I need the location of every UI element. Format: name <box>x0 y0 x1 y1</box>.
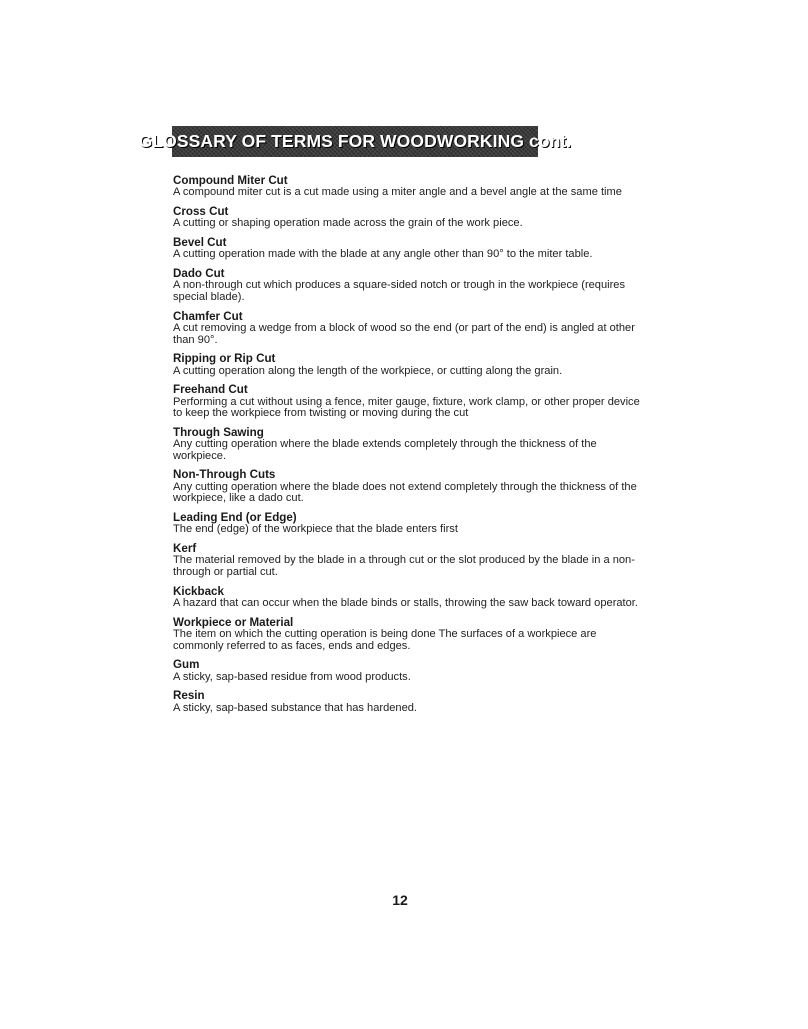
glossary-term: Workpiece or Material <box>173 615 294 629</box>
glossary-term: Resin <box>173 689 205 703</box>
glossary-definition: Performing a cut without using a fence, miter gauge, fixture, work clamp, or other proper device to keep the workpiece from twisting or moving during the cut <box>173 395 640 420</box>
glossary-definition: A sticky, sap-based residue from wood products. <box>173 670 411 683</box>
glossary-entry <box>173 311 648 347</box>
glossary-definition: The end (edge) of the workpiece that the blade enters first <box>173 523 458 536</box>
glossary-entry <box>173 384 648 420</box>
glossary-definition: A compound miter cut is a cut made using a miter angle and a bevel angle at the same time <box>173 186 622 199</box>
glossary-definition: A hazard that can occur when the blade binds or stalls, throwing the saw back toward operator. <box>173 596 638 609</box>
glossary-entry <box>173 237 648 261</box>
glossary-term: Compound Miter Cut <box>173 174 288 187</box>
section-header-banner <box>138 126 572 157</box>
glossary-definition: A cutting or shaping operation made across the grain of the work piece. <box>173 217 523 230</box>
glossary-entry <box>173 268 648 304</box>
section-title: GLOSSARY OF TERMS FOR WOODWORKING cont. <box>138 131 572 151</box>
glossary-definition: A cutting operation made with the blade at any angle other than 90° to the miter table. <box>173 248 593 261</box>
glossary-term: Dado Cut <box>173 267 225 280</box>
glossary-term: Through Sawing <box>173 425 264 439</box>
glossary-entry <box>173 617 648 653</box>
glossary-term: Ripping or Rip Cut <box>173 352 276 366</box>
glossary-list <box>173 175 648 721</box>
glossary-definition: Any cutting operation where the blade extends completely through the thickness of the workpiece. <box>173 438 597 462</box>
glossary-entry <box>173 353 648 377</box>
glossary-term: Non-Through Cuts <box>173 468 276 482</box>
glossary-term: Leading End (or Edge) <box>173 510 297 524</box>
glossary-entry <box>173 543 648 579</box>
glossary-term: Kickback <box>173 584 224 598</box>
glossary-definition: A cut removing a wedge from a block of wood so the end (or part of the end) is angled at other than 90°. <box>173 322 635 346</box>
glossary-entry <box>173 175 648 199</box>
glossary-entry <box>173 586 648 610</box>
glossary-entry <box>173 690 648 714</box>
glossary-term: Chamfer Cut <box>173 309 243 323</box>
glossary-definition: A non-through cut which produces a square-sided notch or trough in the workpiece (requires special blade). <box>173 279 626 303</box>
glossary-term: Gum <box>173 658 200 672</box>
glossary-entry <box>173 512 648 536</box>
glossary-term: Freehand Cut <box>173 383 248 397</box>
glossary-definition: A cutting operation along the length of the workpiece, or cutting along the grain. <box>173 364 563 377</box>
glossary-definition: The item on which the cutting operation is being done The surfaces of a workpiece are commonly referred to as faces, ends and edges. <box>173 627 597 652</box>
glossary-entry <box>173 659 648 683</box>
glossary-term: Cross Cut <box>173 205 229 218</box>
glossary-definition: The material removed by the blade in a through cut or the slot produced by the blade in a non-through or partial cut. <box>173 554 635 578</box>
glossary-entry <box>173 469 648 505</box>
glossary-entry <box>173 206 648 230</box>
page-number: 12 <box>392 892 408 908</box>
glossary-definition: A sticky, sap-based substance that has hardened. <box>173 701 418 714</box>
glossary-term: Kerf <box>173 541 197 555</box>
glossary-term: Bevel Cut <box>173 236 227 249</box>
glossary-definition: Any cutting operation where the blade does not extend completely through the thickness of the workpiece, like a dado cut. <box>173 480 637 505</box>
glossary-entry <box>173 427 648 463</box>
